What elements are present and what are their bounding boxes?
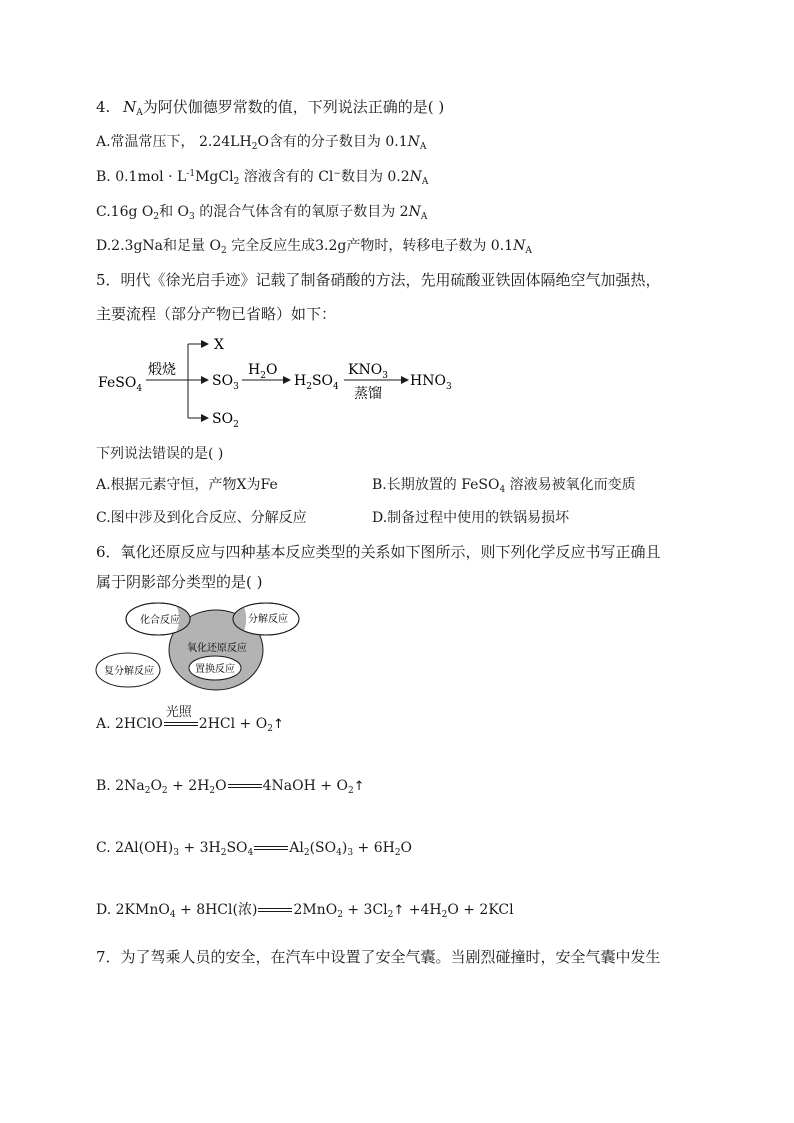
q4-b-sup2: − [333, 169, 341, 179]
eq-sign-d [258, 905, 292, 915]
q4-d-part2: 完全反应生成3.2g产物时，转移电子数为 0.1 [226, 238, 514, 254]
q6-option-b: B. $2Na_2O_2 + 2H_2O$ 4NaOH + $O_2↑$ [96, 778, 365, 796]
q4-b-part3: 溶液含有的 Cl [239, 169, 334, 185]
q4-c-part2: 和 O [159, 204, 190, 220]
q4-b-part4: 数目为 0.2 [340, 169, 410, 185]
q4-stem-text: 为阿伏伽德罗常数的值，下列说法正确的是( ) [142, 98, 445, 116]
flow-cond3: 蒸馏 [354, 386, 382, 402]
flow-so3: $SO_3$ [212, 373, 239, 392]
q4-a-vsub: A [419, 142, 427, 152]
q4-stem-sub: A [136, 108, 143, 118]
q4-a-sub: 2 [251, 142, 258, 152]
up-arrow-b: ↑ [353, 779, 365, 794]
q6-venn-diagram [94, 598, 306, 694]
flow-so2: $SO_2$ [212, 411, 239, 430]
q5-option-b: B.长期放置的 FeSO$_4$ 溶液易被氧化而变质 [372, 477, 636, 495]
q5-prompt: 下列说法错误的是( ) [96, 446, 224, 462]
q4-c-part3: 的混合气体含有的氧原子数目为 2 [194, 204, 409, 220]
flow-start: FeSO$_4$ [98, 375, 143, 394]
q4-b-sub: 2 [233, 177, 240, 187]
q5-line1: 5．明代《徐光启手迹》记载了制备硝酸的方法，先用硫酸亚铁固体隔绝空气加强热， [96, 271, 661, 289]
q4-a-var: N [407, 134, 420, 150]
q4-b-var: N [409, 169, 422, 185]
q4-b-vsub: A [421, 177, 429, 187]
q5-options-row2 [96, 508, 696, 528]
q6-line2: 属于阴影部分类型的是( ) [96, 573, 263, 591]
venn-label-replacement: 置换反应 [195, 664, 235, 675]
q4-d-vsub: A [525, 246, 532, 256]
up-arrow-a: ↑ [272, 717, 284, 732]
q6-option-a: A. 2HClO 光照 $2HCl + O_2↑$ [96, 705, 284, 734]
venn-label-combination: 化合反应 [140, 615, 180, 626]
q4-option-c [96, 202, 427, 222]
q4-b-part: B. 0.1mol · L [96, 169, 187, 185]
q4-option-a [96, 132, 426, 152]
q4-a-part2: O含有的分子数目为 0.1 [257, 134, 408, 150]
q4-a-part: A.常温常压下， 2.24LH [96, 134, 252, 150]
q4-d-var: N [513, 238, 526, 254]
flow-reagent2: $H_2O$ [248, 362, 278, 381]
q4-b-part2: MgCl [195, 169, 234, 185]
q7-line1: 7．为了驾乘人员的安全，在汽车中设置了安全气囊。当剧烈碰撞时，安全气囊中发生 [96, 948, 661, 966]
q5-line2: 主要流程（部分产物已省略）如下： [96, 305, 337, 323]
q5-flow-diagram [96, 330, 456, 430]
eq-sign-c [254, 843, 288, 853]
flow-x: X [214, 337, 224, 353]
q6-option-c: C. $2Al(OH)_3 + 3H_2SO_4$ $Al_2(SO_4)_3 + 6H_2O$ [96, 840, 413, 858]
q4-c-sub2: 3 [189, 212, 195, 222]
flow-hno3: $HNO_3$ [410, 373, 452, 392]
q5-option-c: C.图中涉及到化合反应、分解反应 [96, 510, 307, 526]
eq-sign-b [228, 781, 262, 791]
q5-options-row1 [96, 475, 696, 495]
q4-stem-var: N [123, 98, 137, 116]
q4-c-part: C.16g O [96, 204, 154, 220]
q6-option-d: D. 2KMnO$_4$ + 8HCl(浓) $2MnO_2 + 3Cl_2↑ +4H_2O + 2KCl$ [96, 902, 514, 920]
q5-option-d: D.制备过程中使用的铁锅易损坏 [372, 510, 570, 526]
flow-reagent3: $KNO_3$ [348, 362, 388, 381]
q4-stem [96, 97, 444, 117]
q5-option-a: A.根据元素守恒，产物X为Fe [96, 477, 278, 493]
q6-a-condition: 光照 [165, 705, 192, 720]
flow-step1-label: 煅烧 [148, 362, 176, 378]
q4-option-b [96, 167, 428, 187]
q4-c-sub: 2 [153, 212, 160, 222]
q4-option-d [96, 236, 532, 256]
eq-sign-a [164, 705, 198, 729]
q4-b-sup: -1 [186, 169, 196, 179]
q4-c-vsub: A [420, 212, 428, 222]
flow-h2so4: $H_2SO_4$ [294, 373, 339, 392]
venn-label-decomposition: 分解反应 [248, 614, 288, 625]
q4-d-part: D.2.3gNa和足量 O [96, 238, 221, 254]
q4-c-var: N [408, 204, 421, 220]
venn-label-double: 复分解反应 [104, 666, 154, 677]
q4-number: 4. [96, 98, 111, 116]
venn-label-redox: 氧化还原反应 [187, 643, 247, 654]
up-arrow-d: ↑ [393, 903, 405, 918]
q6-line1: 6．氧化还原反应与四种基本反应类型的关系如下图所示，则下列化学反应书写正确且 [96, 543, 661, 561]
q4-d-sub: 2 [220, 246, 227, 256]
